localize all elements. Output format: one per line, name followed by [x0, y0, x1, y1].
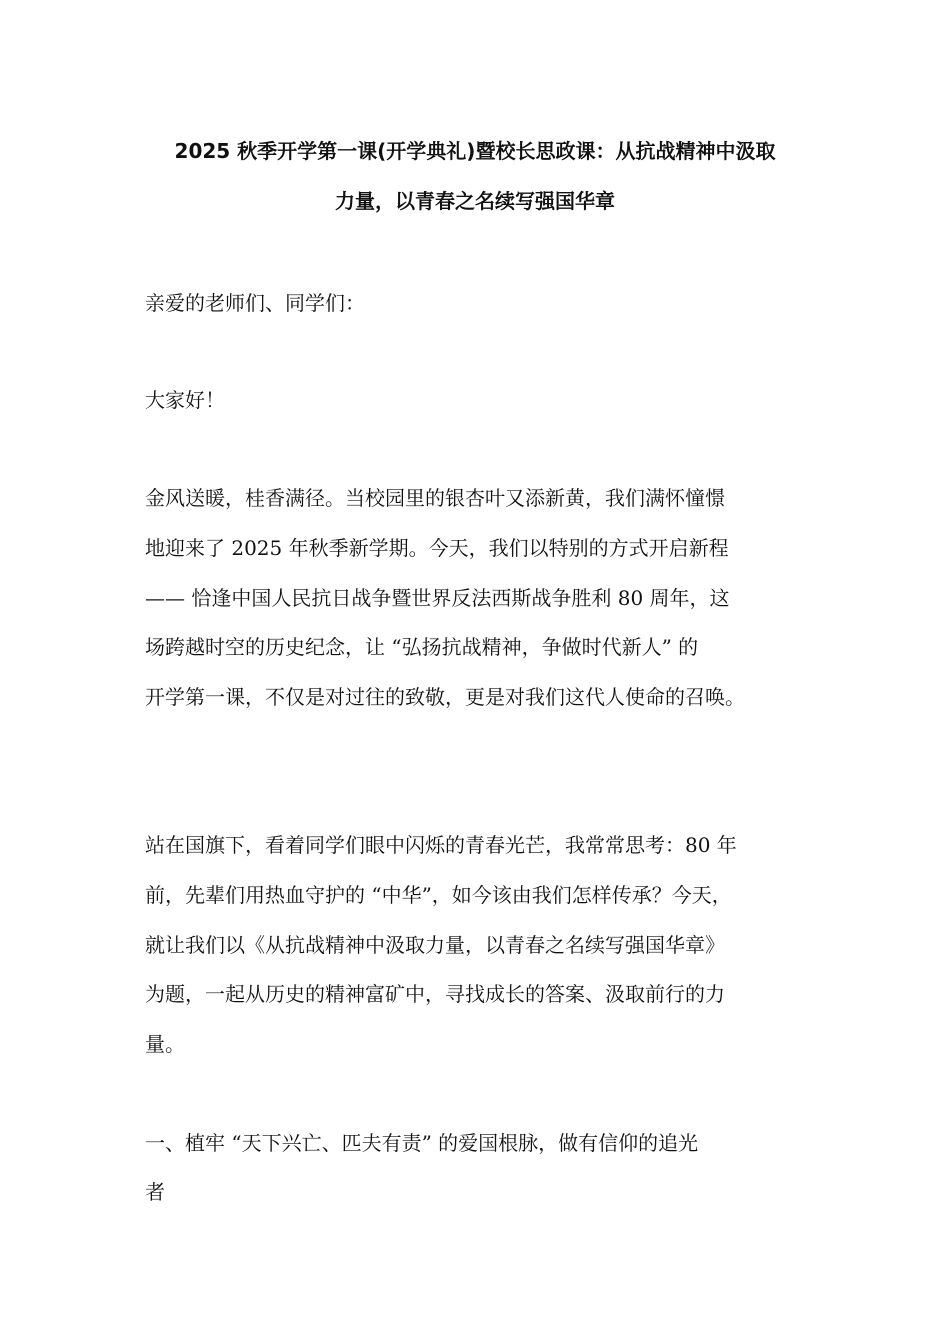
greeting: 大家好！ — [145, 388, 225, 412]
paragraph-2-line-5: 量。 — [145, 1032, 185, 1056]
document-title-line-1: 2025 秋季开学第一课(开学典礼)暨校长思政课：从抗战精神中汲取 — [174, 139, 776, 163]
paragraph-1-line-4: 场跨越时空的历史纪念，让 “弘扬抗战精神，争做时代新人” 的 — [145, 635, 699, 659]
document-title-line-2: 力量，以青春之名续写强国华章 — [335, 189, 615, 213]
paragraph-2-line-1: 站在国旗下，看着同学们眼中闪烁的青春光芒，我常常思考：80 年 — [145, 833, 737, 857]
salutation: 亲爱的老师们、同学们： — [145, 291, 365, 315]
paragraph-2-line-2: 前，先辈们用热血守护的 “中华”，如今该由我们怎样传承？今天， — [145, 883, 732, 907]
section-1-heading-line-2: 者 — [145, 1180, 165, 1204]
paragraph-1-line-1: 金风送暖，桂香满径。当校园里的银杏叶又添新黄，我们满怀憧憬 — [145, 486, 725, 510]
paragraph-1-line-2: 地迎来了 2025 年秋季新学期。今天，我们以特别的方式开启新程 — [145, 536, 729, 560]
paragraph-1-line-5: 开学第一课，不仅是对过往的致敬，更是对我们这代人使命的召唤。 — [145, 685, 745, 709]
paragraph-2-line-4: 为题，一起从历史的精神富矿中，寻找成长的答案、汲取前行的力 — [145, 982, 725, 1006]
paragraph-2-line-3: 就让我们以《从抗战精神中汲取力量，以青春之名续写强国华章》 — [145, 933, 725, 957]
paragraph-1-line-3: —— 恰逢中国人民抗日战争暨世界反法西斯战争胜利 80 周年，这 — [145, 586, 730, 610]
section-1-heading-line-1: 一、植牢 “天下兴亡、匹夫有责” 的爱国根脉，做有信仰的追光 — [145, 1131, 699, 1155]
